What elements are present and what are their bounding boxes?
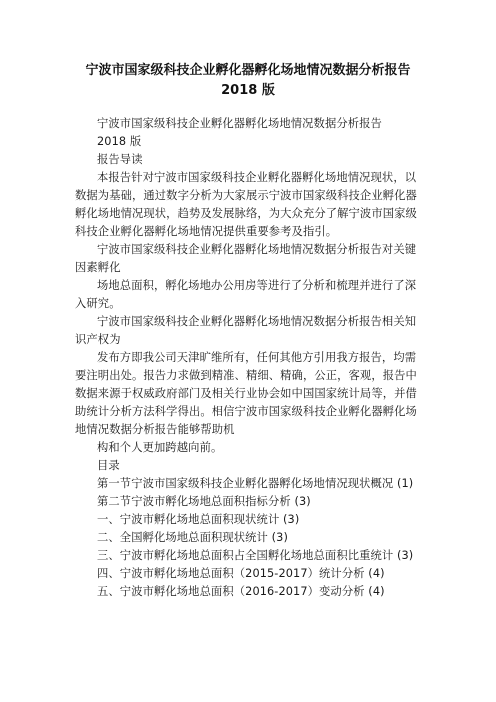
toc-item[interactable]: 第一节宁波市国家级科技企业孵化器孵化场地情况现状概况 (1) (97, 477, 414, 490)
paragraph-line: 发布方即我公司天津旷维所有，任何其他方引用我方报告，均需 (97, 351, 417, 364)
paragraph-line: 数据为基础，通过数字分析为大家展示宁波市国家级科技企业孵化器 (75, 189, 417, 202)
document-title-edition: 2018 版 (221, 83, 275, 98)
paragraph-line: 要注明出处。报告力求做到精准、精细、精确，公正，客观，报告中 (75, 369, 417, 382)
paragraph-line: 数据来源于权威政府部门及相关行业协会如中国国家统计局等，并借 (75, 387, 417, 400)
paragraph-line: 宁波市国家级科技企业孵化器孵化场地情况数据分析报告对关键 (97, 243, 417, 256)
toc-heading: 目录 (97, 459, 120, 472)
toc-item[interactable]: 五、宁波市孵化场地总面积（2016-2017）变动分析 (4) (97, 585, 385, 598)
paragraph-line: 入研究。 (75, 297, 121, 310)
edition: 2018 版 (97, 135, 142, 148)
toc-item[interactable]: 一、宁波市孵化场地总面积现状统计 (3) (97, 513, 300, 526)
toc-item[interactable]: 四、宁波市孵化场地总面积（2015-2017）统计分析 (4) (97, 567, 385, 580)
toc-item[interactable]: 二、全国孵化场地总面积现状统计 (3) (97, 531, 288, 544)
toc-item[interactable]: 第二节宁波市孵化场地总面积指标分析 (3) (97, 495, 311, 508)
paragraph-line: 本报告针对宁波市国家级科技企业孵化器孵化场地情况现状，以 (97, 171, 417, 184)
toc-item[interactable]: 三、宁波市孵化场地总面积占全国孵化场地总面积比重统计 (3) (97, 549, 414, 562)
paragraph-line: 因素孵化 (75, 261, 121, 274)
subtitle: 宁波市国家级科技企业孵化器孵化场地情况数据分析报告 (97, 117, 382, 130)
paragraph-line: 地情况数据分析报告能够帮助机 (75, 423, 235, 436)
paragraph-line: 场地总面积，孵化场地办公用房等进行了分析和梳理并进行了深 (97, 279, 417, 292)
document-title: 宁波市国家级科技企业孵化器孵化场地情况数据分析报告 (85, 63, 411, 78)
paragraph-line: 孵化场地情况现状，趋势及发展脉络，为大众充分了解宁波市国家级 (75, 207, 417, 220)
paragraph-line: 科技企业孵化器孵化场地情况提供重要参考及指引。 (75, 225, 338, 238)
paragraph-line: 识产权为 (75, 333, 121, 346)
paragraph-line: 宁波市国家级科技企业孵化器孵化场地情况数据分析报告相关知 (97, 315, 417, 328)
paragraph-line: 构和个人更加跨越向前。 (97, 441, 223, 454)
paragraph-line: 助统计分析方法科学得出。相信宁波市国家级科技企业孵化器孵化场 (75, 405, 417, 418)
guide-heading: 报告导读 (97, 153, 143, 166)
